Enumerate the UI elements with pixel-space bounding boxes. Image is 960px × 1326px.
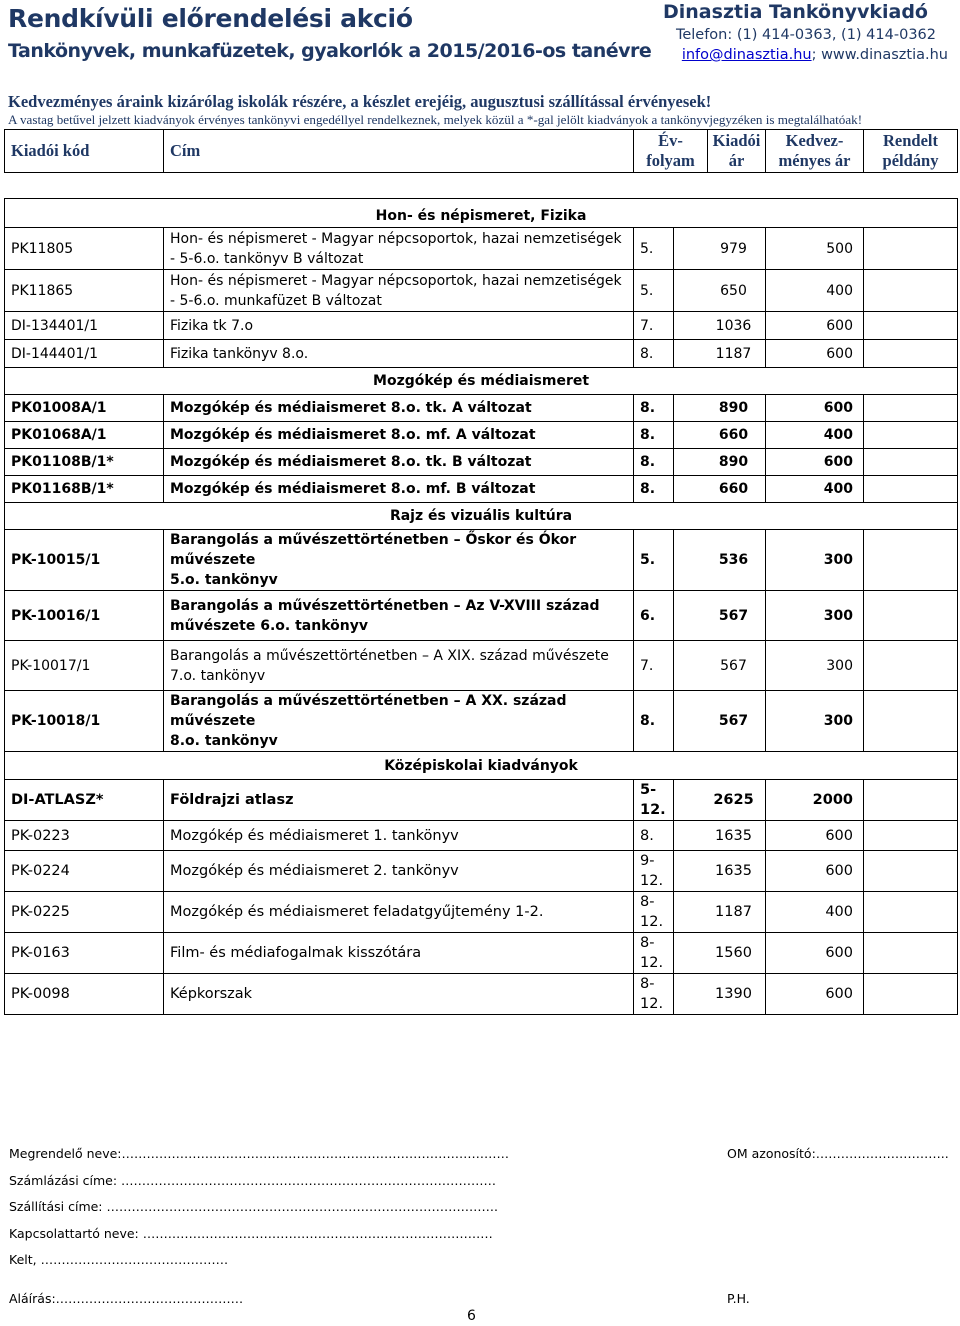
product-title: Földrajzi atlasz bbox=[164, 780, 634, 821]
product-title: Barangolás a művészettörténetben – A XX. század művészete 8.o. tankönyv bbox=[164, 691, 634, 752]
contact-name-field[interactable]: Kapcsolattartó neve: ………………………………………………………………………… bbox=[9, 1226, 493, 1241]
table-row bbox=[5, 641, 958, 691]
table-row bbox=[5, 228, 958, 270]
product-title: Barangolás a művészettörténetben – A XIX. század művészete 7.o. tankönyv bbox=[164, 641, 634, 691]
table-row bbox=[5, 270, 958, 312]
contact-separator: ; bbox=[811, 47, 822, 63]
table-row bbox=[5, 422, 958, 449]
product-title: Mozgókép és médiaismeret 2. tankönyv bbox=[164, 851, 634, 892]
product-code: PK-0224 bbox=[5, 851, 164, 892]
col-header-price: Kiadói ár bbox=[708, 130, 766, 173]
section-header: Középiskolai kiadványok bbox=[5, 752, 958, 780]
grade: 8-12. bbox=[634, 933, 674, 974]
list-price: 1036 bbox=[674, 312, 766, 340]
stamp-label: P.H. bbox=[727, 1291, 750, 1306]
section-header: Rajz és vizuális kultúra bbox=[5, 503, 958, 530]
product-code: PK-0225 bbox=[5, 892, 164, 933]
order-qty-field[interactable] bbox=[864, 974, 958, 1015]
table-row bbox=[5, 312, 958, 340]
list-price: 567 bbox=[674, 641, 766, 691]
order-qty-field[interactable] bbox=[864, 530, 958, 591]
table-row bbox=[5, 691, 958, 752]
table-row bbox=[5, 974, 958, 1015]
product-title: Mozgókép és médiaismeret 8.o. mf. B változat bbox=[164, 476, 634, 503]
product-code: DI-134401/1 bbox=[5, 312, 164, 340]
product-title: Mozgókép és médiaismeret 1. tankönyv bbox=[164, 821, 634, 851]
grade: 7. bbox=[634, 641, 674, 691]
table-row bbox=[5, 933, 958, 974]
col-header-code: Kiadói kód bbox=[5, 130, 164, 173]
product-code: DI-144401/1 bbox=[5, 340, 164, 368]
col-header-grade: Év- folyam bbox=[634, 130, 708, 173]
list-price: 1187 bbox=[674, 340, 766, 368]
discount-price: 400 bbox=[766, 892, 864, 933]
order-qty-field[interactable] bbox=[864, 476, 958, 503]
discount-price: 500 bbox=[766, 228, 864, 270]
order-qty-field[interactable] bbox=[864, 228, 958, 270]
list-price: 567 bbox=[674, 591, 766, 641]
list-price: 890 bbox=[674, 395, 766, 422]
table-row bbox=[5, 591, 958, 641]
list-price: 650 bbox=[674, 270, 766, 312]
publisher-contact bbox=[682, 47, 948, 63]
discount-price: 600 bbox=[766, 340, 864, 368]
order-qty-field[interactable] bbox=[864, 395, 958, 422]
product-table bbox=[4, 198, 958, 1015]
publisher-name: Dinasztia Tankönyvkiadó bbox=[663, 1, 928, 23]
product-code: PK-10015/1 bbox=[5, 530, 164, 591]
table-row bbox=[5, 449, 958, 476]
publisher-phone: Telefon: (1) 414-0363, (1) 414-0362 bbox=[675, 27, 936, 43]
grade: 9-12. bbox=[634, 851, 674, 892]
order-qty-field[interactable] bbox=[864, 312, 958, 340]
grade: 8-12. bbox=[634, 974, 674, 1015]
promo-title: Rendkívüli előrendelési akció bbox=[8, 4, 413, 33]
om-id-field[interactable]: OM azonosító:………………………….. bbox=[727, 1146, 949, 1161]
list-price: 1560 bbox=[674, 933, 766, 974]
product-title: Mozgókép és médiaismeret 8.o. mf. A változat bbox=[164, 422, 634, 449]
product-code: PK-0098 bbox=[5, 974, 164, 1015]
table-row bbox=[5, 780, 958, 821]
grade: 5. bbox=[634, 228, 674, 270]
grade: 8-12. bbox=[634, 892, 674, 933]
grade: 8. bbox=[634, 449, 674, 476]
discount-price: 300 bbox=[766, 591, 864, 641]
discount-price: 600 bbox=[766, 821, 864, 851]
list-price: 2625 bbox=[674, 780, 766, 821]
discount-price: 400 bbox=[766, 270, 864, 312]
product-title: Barangolás a művészettörténetben – Őskor és Ókor művészete 5.o. tankönyv bbox=[164, 530, 634, 591]
order-qty-field[interactable] bbox=[864, 641, 958, 691]
website-text: www.dinasztia.hu bbox=[821, 47, 948, 63]
product-code: PK-10018/1 bbox=[5, 691, 164, 752]
discount-price: 400 bbox=[766, 422, 864, 449]
email-link[interactable]: info@dinasztia.hu bbox=[681, 47, 812, 63]
table-row bbox=[5, 821, 958, 851]
order-qty-field[interactable] bbox=[864, 821, 958, 851]
grade: 8. bbox=[634, 691, 674, 752]
order-qty-field[interactable] bbox=[864, 449, 958, 476]
discount-price: 600 bbox=[766, 449, 864, 476]
col-header-title: Cím bbox=[164, 130, 634, 173]
list-price: 660 bbox=[674, 476, 766, 503]
product-title: Hon- és népismeret - Magyar népcsoportok, hazai nemzetiségek - 5-6.o. munkafüzet B változat bbox=[164, 270, 634, 312]
product-code: PK01168B/1* bbox=[5, 476, 164, 503]
order-qty-field[interactable] bbox=[864, 591, 958, 641]
product-title: Film- és médiafogalmak kisszótára bbox=[164, 933, 634, 974]
col-header-ordered-qty: Rendelt példány bbox=[864, 130, 958, 173]
product-code: PK-10017/1 bbox=[5, 641, 164, 691]
order-qty-field[interactable] bbox=[864, 892, 958, 933]
discount-price: 600 bbox=[766, 974, 864, 1015]
list-price: 1390 bbox=[674, 974, 766, 1015]
discount-price: 300 bbox=[766, 691, 864, 752]
discount-price: 600 bbox=[766, 851, 864, 892]
table-row bbox=[5, 340, 958, 368]
grade: 8. bbox=[634, 395, 674, 422]
discount-price: 600 bbox=[766, 395, 864, 422]
product-title: Mozgókép és médiaismeret feladatgyűjtemény 1-2. bbox=[164, 892, 634, 933]
discount-price: 600 bbox=[766, 312, 864, 340]
column-header-table bbox=[4, 129, 958, 173]
section-header: Mozgókép és médiaismeret bbox=[5, 368, 958, 395]
product-code: PK-0223 bbox=[5, 821, 164, 851]
list-price: 1635 bbox=[674, 851, 766, 892]
order-qty-field[interactable] bbox=[864, 422, 958, 449]
order-qty-field[interactable] bbox=[864, 851, 958, 892]
promo-subtitle: Tankönyvek, munkafüzetek, gyakorlók a 2015/2016-os tanévre bbox=[8, 40, 652, 62]
grade: 5-12. bbox=[634, 780, 674, 821]
product-code: PK01108B/1* bbox=[5, 449, 164, 476]
product-code: PK11865 bbox=[5, 270, 164, 312]
table-row bbox=[5, 395, 958, 422]
product-code: PK-10016/1 bbox=[5, 591, 164, 641]
product-title: Fizika tankönyv 8.o. bbox=[164, 340, 634, 368]
product-title: Mozgókép és médiaismeret 8.o. tk. B változat bbox=[164, 449, 634, 476]
list-price: 567 bbox=[674, 691, 766, 752]
product-code: PK01068A/1 bbox=[5, 422, 164, 449]
grade: 5. bbox=[634, 270, 674, 312]
grade: 8. bbox=[634, 340, 674, 368]
discount-price: 600 bbox=[766, 933, 864, 974]
billing-address-field[interactable]: Számlázási címe: ……………………………………………………………………………… bbox=[9, 1173, 497, 1188]
product-title: Hon- és népismeret - Magyar népcsoportok, hazai nemzetiségek - 5-6.o. tankönyv B változat bbox=[164, 228, 634, 270]
order-qty-field[interactable] bbox=[864, 340, 958, 368]
grade: 7. bbox=[634, 312, 674, 340]
approval-notice: A vastag betűvel jelzett kiadványok érvényes tankönyvi engedéllyel rendelkeznek, melyek közül a *-gal jelölt kiadványok a tankönyvjegyzéken is megtalálhatóak! bbox=[8, 112, 863, 127]
order-qty-field[interactable] bbox=[864, 270, 958, 312]
discount-price: 300 bbox=[766, 530, 864, 591]
product-title: Fizika tk 7.o bbox=[164, 312, 634, 340]
grade: 8. bbox=[634, 422, 674, 449]
product-title: Képkorszak bbox=[164, 974, 634, 1015]
list-price: 660 bbox=[674, 422, 766, 449]
table-row bbox=[5, 892, 958, 933]
date-field[interactable]: Kelt, ……………………………………… bbox=[9, 1252, 229, 1267]
grade: 5. bbox=[634, 530, 674, 591]
grade: 8. bbox=[634, 476, 674, 503]
col-header-discount-price: Kedvez- ményes ár bbox=[766, 130, 864, 173]
list-price: 536 bbox=[674, 530, 766, 591]
product-title: Mozgókép és médiaismeret 8.o. tk. A változat bbox=[164, 395, 634, 422]
list-price: 979 bbox=[674, 228, 766, 270]
discount-price: 400 bbox=[766, 476, 864, 503]
table-row bbox=[5, 530, 958, 591]
discount-price: 300 bbox=[766, 641, 864, 691]
list-price: 1187 bbox=[674, 892, 766, 933]
shipping-address-field[interactable]: Szállítási címe: …………………………………………………………………………………. bbox=[9, 1199, 498, 1214]
order-qty-field[interactable] bbox=[864, 691, 958, 752]
table-row bbox=[5, 476, 958, 503]
table-row bbox=[5, 851, 958, 892]
order-qty-field[interactable] bbox=[864, 780, 958, 821]
customer-name-field[interactable]: Megrendelő neve:………………………………………………………………………………… bbox=[9, 1146, 510, 1161]
page-number: 6 bbox=[467, 1308, 476, 1324]
discount-notice: Kedvezményes áraink kizárólag iskolák részére, a készlet erejéig, augusztusi szállítással érvényesek! bbox=[8, 92, 712, 111]
grade: 6. bbox=[634, 591, 674, 641]
product-code: DI-ATLASZ* bbox=[5, 780, 164, 821]
product-code: PK11805 bbox=[5, 228, 164, 270]
product-code: PK-0163 bbox=[5, 933, 164, 974]
list-price: 1635 bbox=[674, 821, 766, 851]
discount-price: 2000 bbox=[766, 780, 864, 821]
grade: 8. bbox=[634, 821, 674, 851]
order-qty-field[interactable] bbox=[864, 933, 958, 974]
list-price: 890 bbox=[674, 449, 766, 476]
section-header: Hon- és népismeret, Fizika bbox=[5, 199, 958, 228]
product-code: PK01008A/1 bbox=[5, 395, 164, 422]
signature-field[interactable]: Aláírás:……………………………………… bbox=[9, 1291, 244, 1306]
product-title: Barangolás a művészettörténetben – Az V-XVIII század művészete 6.o. tankönyv bbox=[164, 591, 634, 641]
